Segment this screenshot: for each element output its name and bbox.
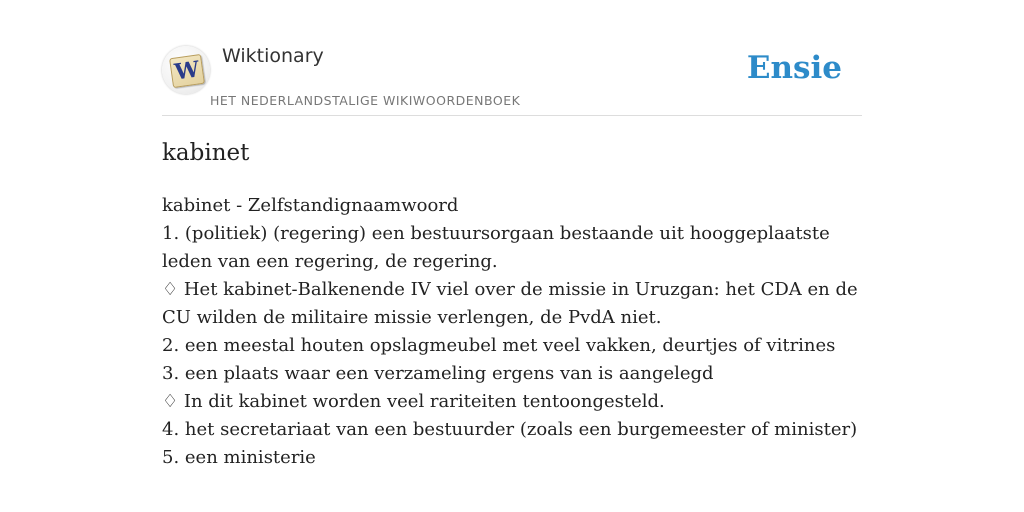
- header-divider: [162, 115, 862, 116]
- definition-line-2: 2. een meestal houten opslagmeubel met veel vakken, deurtjes of vitrines: [162, 335, 836, 356]
- entry-body: [162, 192, 862, 472]
- example-line-1: ♢ Het kabinet-Balkenende IV viel over de missie in Uruzgan: het CDA en de CU wilden de militaire missie verlengen, de PvdA niet.: [162, 279, 858, 328]
- definition-card: [162, 0, 862, 512]
- definition-line-4: 4. het secretariaat van een bestuurder (zoals een burgemeester of minister): [162, 419, 858, 440]
- example-line-3: ♢ In dit kabinet worden veel rariteiten tentoongesteld.: [162, 391, 665, 412]
- definition-line-5: 5. een ministerie: [162, 447, 316, 468]
- definition-line-3: 3. een plaats waar een verzameling ergens van is aangelegd: [162, 363, 714, 384]
- word-class-line: kabinet - Zelfstandignaamwoord: [162, 195, 459, 216]
- ensie-brand-logo[interactable]: Ensie: [746, 50, 842, 86]
- logo-tile: W: [169, 54, 205, 88]
- wiktionary-logo-icon[interactable]: [162, 46, 210, 94]
- definition-line-1: 1. (politiek) (regering) een bestuursorgaan bestaande uit hooggeplaatste leden van een regering, de regering.: [162, 223, 830, 272]
- site-tagline: HET NEDERLANDSTALIGE WIKIWOORDENBOEK: [210, 93, 521, 108]
- entry-title: kabinet: [162, 140, 250, 166]
- site-name[interactable]: Wiktionary: [222, 45, 324, 67]
